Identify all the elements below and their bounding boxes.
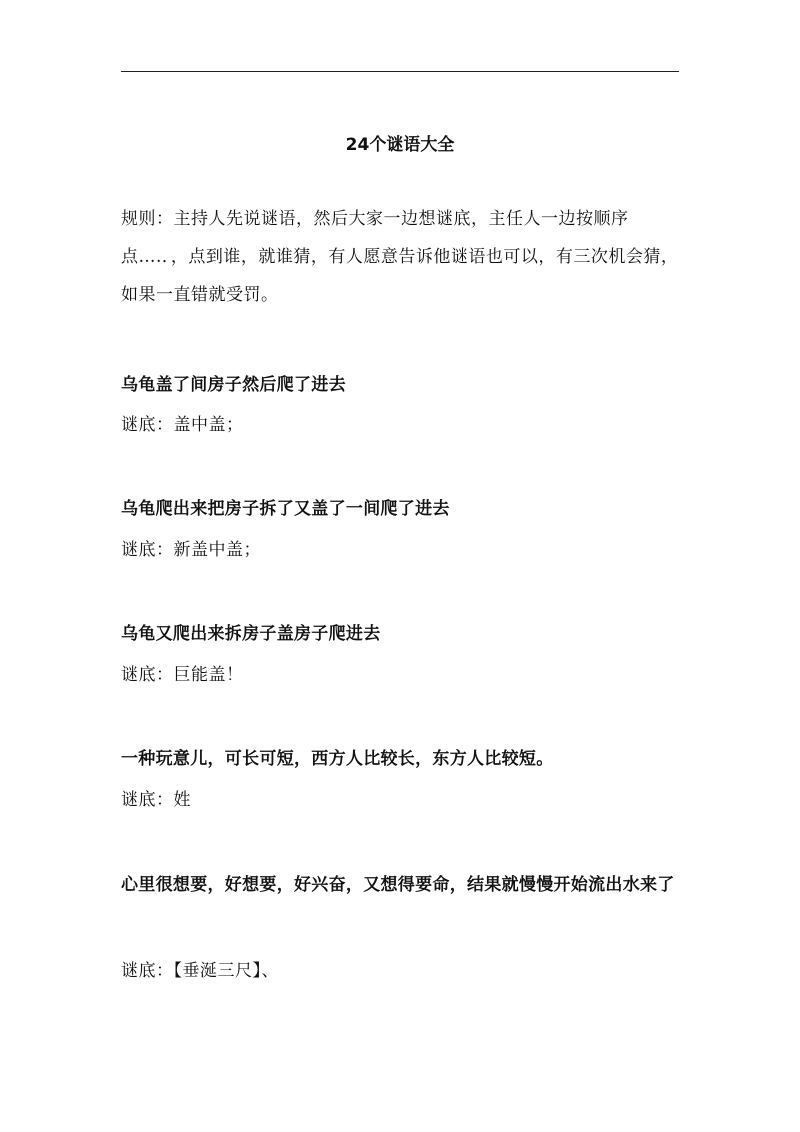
document-title: 24个谜语大全	[345, 135, 455, 155]
riddle-question: 心里很想要，好想要，好兴奋，又想得要命，结果就慢慢开始流出水来了	[121, 875, 675, 895]
riddle-question: 乌龟又爬出来拆房子盖房子爬进去	[121, 624, 381, 644]
riddle-question: 乌龟爬出来把房子拆了又盖了一间爬了进去	[121, 499, 450, 519]
riddle-answer: 谜底：新盖中盖；	[121, 540, 261, 560]
riddle-answer: 谜底：姓	[121, 790, 191, 810]
header-rule	[121, 71, 679, 72]
riddle-answer: 谜底：盖中盖；	[121, 415, 244, 435]
riddle-question: 一种玩意儿，可长可短，西方人比较长，东方人比较短。	[121, 749, 554, 769]
riddle-answer: 谜底：【垂涎三尺】、	[121, 961, 279, 981]
riddle-question: 乌龟盖了间房子然后爬了进去	[121, 375, 346, 395]
rules-paragraph: 规则：主持人先说谜语，然后大家一边想谜底，主任人一边按顺序点….．，点到谁，就谁猜，有人愿意告诉他谜语也可以，有三次机会猜，如果一直错就受罚。	[121, 209, 679, 305]
riddle-answer: 谜底：巨能盖！	[121, 665, 244, 685]
